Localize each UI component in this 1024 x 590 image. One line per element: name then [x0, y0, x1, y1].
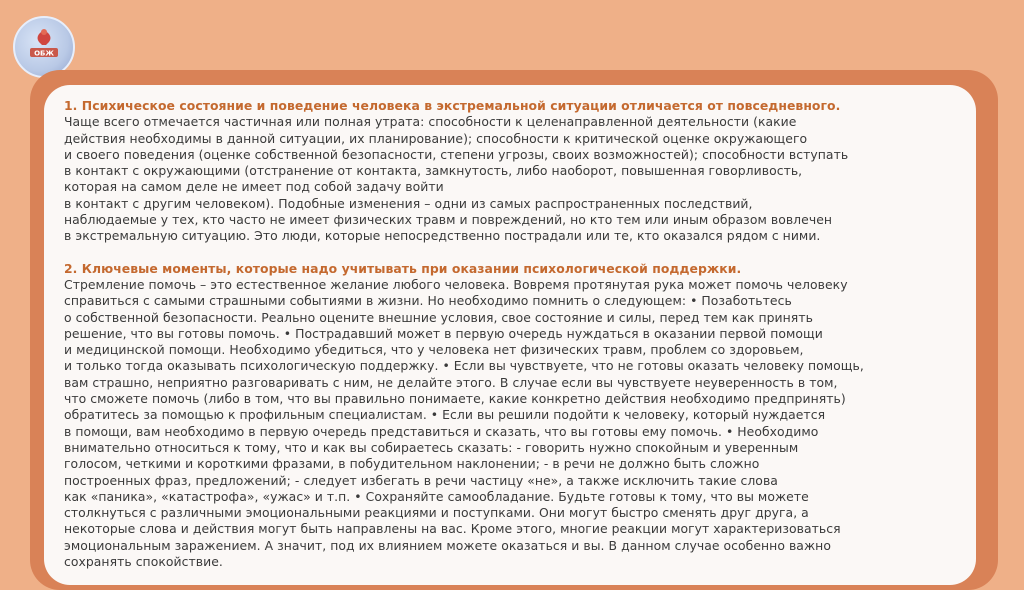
s2-line: вам страшно, неприятно разговаривать с ним, не делайте этого. В случае если вы чувствуете неуверенность в том, [64, 374, 838, 390]
s2-line: справиться с самыми страшными событиями в жизни. Но необходимо помнить о следующем: • Позаботьтесь [64, 293, 792, 309]
section-2-heading: 2. Ключевые моменты, которые надо учитывать при оказании психологической поддержки. [64, 260, 742, 276]
s2-line: и медицинской помощи. Необходимо убедиться, что у человека нет физических травм, проблем со здоровьем, [64, 342, 804, 358]
s2-line: в помощи, вам необходимо в первую очередь представиться и сказать, что вы готовы ему помочь. • Необходимо [64, 423, 819, 439]
s1-line: наблюдаемые у тех, кто часто не имеет физических травм и повреждений, но кто тем или иным образом вовлечен [64, 212, 833, 228]
s1-line: действия необходимы в данной ситуации, их планирование); способности к критической оценке окружающего [64, 130, 808, 146]
s1-line: которая на самом деле не имеет под собой задачу войти [64, 179, 444, 195]
s2-line: о собственной безопасности. Реально оцените внешние условия, свое состояние и силы, перед тем как принять [64, 309, 813, 325]
s1-line: в контакт с другим человеком). Подобные изменения – одни из самых распространенных последствий, [64, 195, 753, 211]
s2-line: обратитесь за помощью к профильным специалистам. • Если вы решили подойти к человеку, который нуждается [64, 407, 826, 423]
school-logo [13, 16, 75, 78]
s2-line: построенных фраз, предложений; - следует избегать в речи частицу «не», а также исключить такие слова [64, 472, 778, 488]
s2-line: Стремление помочь – это естественное желание любого человека. Вовремя протянутая рука может помочь человеку [64, 276, 848, 292]
s2-line: эмоциональным заражением. А значит, под их влиянием можете оказаться и вы. В данном случае особенно важно [64, 537, 831, 553]
s1-line: в экстремальную ситуацию. Это люди, которые непосредственно пострадали или те, кто оказался рядом с ними. [64, 228, 821, 244]
s1-line: Чаще всего отмечается частичная или полная утрата: способности к целенаправленной деятельности (какие [64, 114, 797, 130]
logo-text: ОБЖ [34, 49, 54, 58]
logo-emblem-icon [15, 18, 73, 76]
s2-line: решение, что вы готовы помочь. • Пострадавший может в первую очередь нуждаться в оказании первой помощи [64, 325, 823, 341]
s2-line: некоторые слова и действия могут быть направлены на вас. Кроме этого, многие реакции могут характеризоваться [64, 521, 841, 537]
s2-line: столкнуться с различными эмоциональными реакциями и поступками. Они могут быстро сменять друг друга, а [64, 505, 809, 521]
s2-line: сохранять спокойствие. [64, 554, 223, 570]
s2-line: внимательно относиться к тому, что и как вы собираетесь сказать: - говорить нужно спокойным и уверенным [64, 439, 799, 455]
s1-line: в контакт с окружающими (отстранение от контакта, замкнутость, либо наоборот, повышенная говорливость, [64, 163, 803, 179]
s2-line: и только тогда оказывать психологическую поддержку. • Если вы чувствуете, что не готовы оказать человеку помощь, [64, 358, 864, 374]
s2-line: что сможете помочь (либо в том, что вы правильно понимаете, какие конкретно действия необходимо предпринять) [64, 391, 846, 407]
section-1-heading: 1. Психическое состояние и поведение человека в экстремальной ситуации отличается от повседневного. [64, 98, 841, 113]
s2-line: голосом, четкими и короткими фразами, в побудительном наклонении; - в речи не должно быть сложно [64, 456, 760, 472]
s2-line: как «паника», «катастрофа», «ужас» и т.п. • Сохраняйте самообладание. Будьте готовы к тому, что вы можете [64, 488, 809, 504]
document-body [64, 98, 964, 570]
s1-line: и своего поведения (оценке собственной безопасности, степени угрозы, своих возможностей); способности вступать [64, 146, 849, 162]
section-gap [64, 245, 964, 261]
